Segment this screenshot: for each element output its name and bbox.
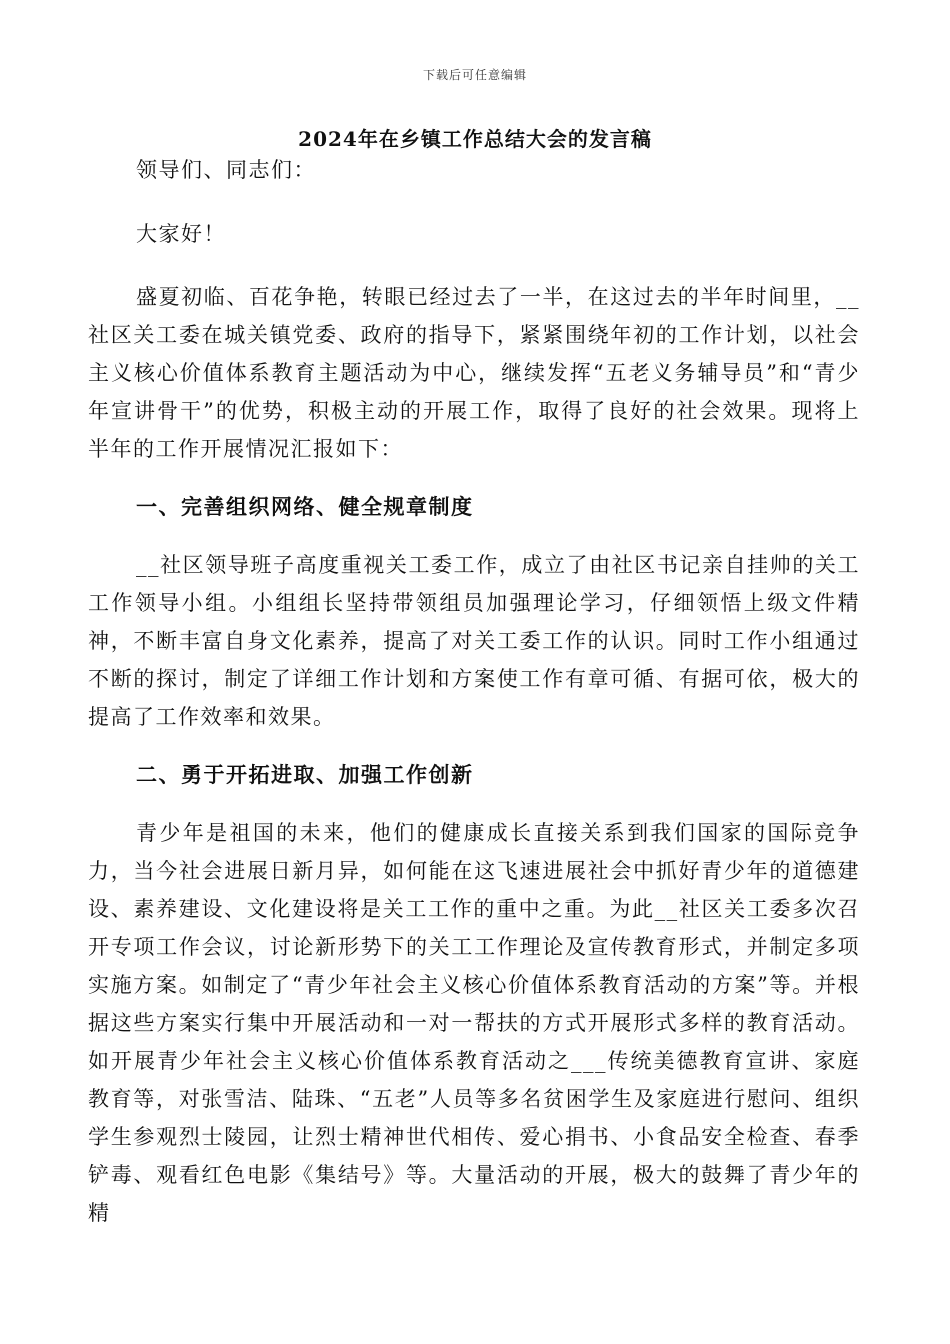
section-paragraph-2: 青少年是祖国的未来，他们的健康成长直接关系到我们国家的国际竞争力，当今社会进展日新月异，如何能在这飞速进展社会中抓好青少年的道德建设、素养建设、文化建设将是关工工作的重中之重。为此__社区关工委多次召开专项工作会议，讨论新形势下的关工工作理论及宣传教育形式，并制定多项实施方案。如制定了“青少年社会主义核心价值体系教育活动的方案”等。并根据这些方案实行集中开展活动和一对一帮扶的方式开展形式多样的教育活动。如开展青少年社会主义核心价值体系教育活动之___传统美德教育宣讲、家庭教育等，对张雪洁、陆珠、“五老”人员等多名贫困学生及家庭进行慰问、组织学生参观烈士陵园，让烈士精神世代相传、爱心捐书、小食品安全检查、春季铲毒、观看红色电影《集结号》等。大量活动的开展，极大的鼓舞了青少年的精	[88, 821, 860, 1225]
section-paragraph-1: __社区领导班子高度重视关工委工作，成立了由社区书记亲自挂帅的关工工作领导小组。小组组长坚持带领组员加强理论学习，仔细领悟上级文件精神，不断丰富自身文化素养，提高了对关工委工作的认识。同时工作小组通过不断的探讨，制定了详细工作计划和方案使工作有章可循、有据可依，极大的提高了工作效率和效果。	[88, 553, 860, 729]
section-heading-2: 二、勇于开拓进取、加强工作创新	[136, 762, 474, 787]
document-body	[88, 150, 860, 1232]
section-heading-1: 一、完善组织网络、健全规章制度	[136, 494, 474, 519]
greeting: 领导们、同志们：	[136, 158, 316, 182]
header-note: 下载后可任意编辑	[422, 68, 527, 82]
intro-paragraph: 盛夏初临、百花争艳，转眼已经过去了一半，在这过去的半年时间里，__社区关工委在城关镇党委、政府的指导下，紧紧围绕年初的工作计划，以社会主义核心价值体系教育主题活动为中心，继续发挥“五老义务辅导员”和“青少年宣讲骨干”的优势，积极主动的开展工作，取得了良好的社会效果。现将上半年的工作开展情况汇报如下：	[88, 285, 860, 461]
hello: 大家好！	[136, 222, 226, 246]
document-title: 2024年在乡镇工作总结大会的发言稿	[298, 127, 652, 151]
